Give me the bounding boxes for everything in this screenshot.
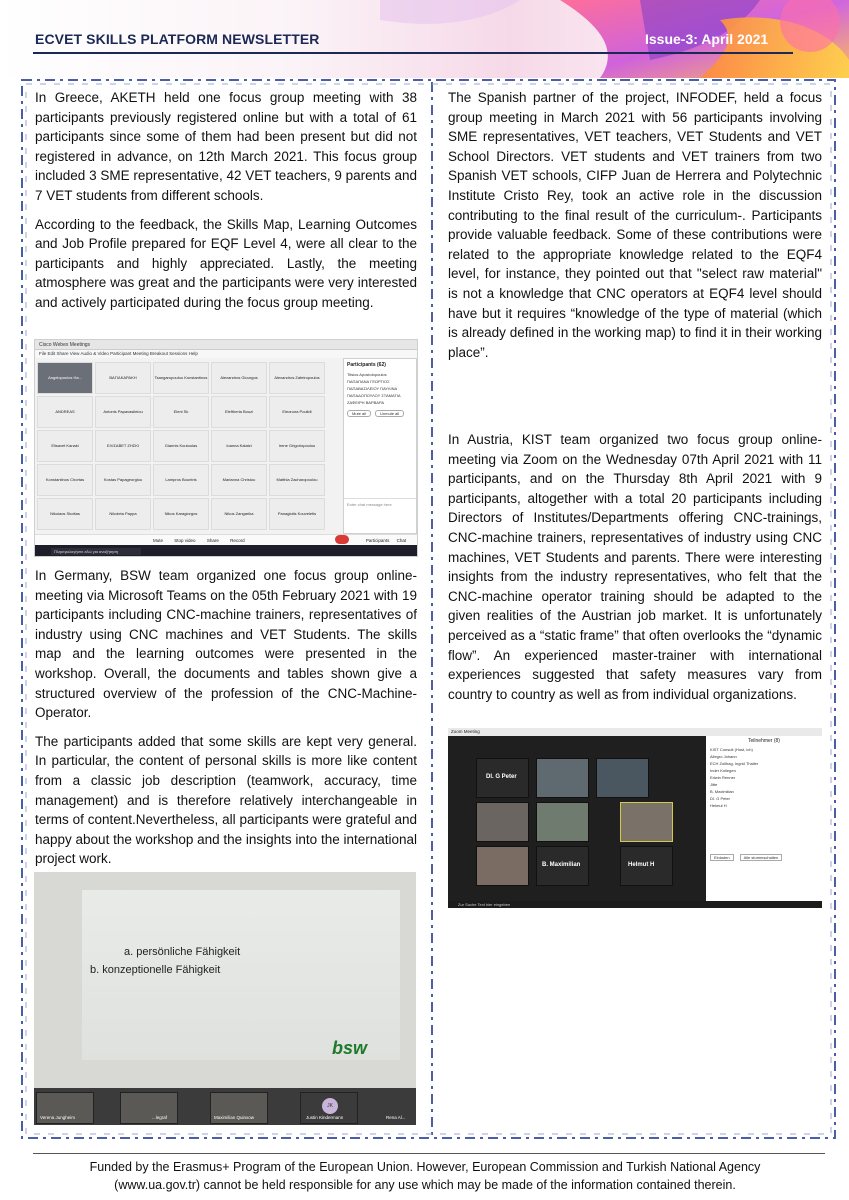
webex-mute-all: Mute all	[347, 410, 371, 417]
webex-mute: Mute	[153, 538, 164, 543]
zoom-panel-row: Helmut H	[710, 803, 727, 808]
webex-video-grid	[37, 362, 337, 534]
webex-participants-btn: Participants	[365, 538, 390, 543]
zoom-panel-row: Edwin Renner	[710, 775, 736, 780]
webex-menu-bar: File Edit Share View Audio & Video Participant Meeting Breakout Sessions Help	[35, 350, 418, 358]
zoom-tile	[620, 802, 673, 842]
webex-panel-row: ΖΑΦΕΙΡΗ ΒΑΡΒΑΡΑ	[347, 400, 385, 405]
webex-meeting-screenshot	[34, 339, 418, 557]
webex-stop-video: Stop video	[174, 538, 196, 543]
zoom-tile-name: Helmut H	[628, 862, 655, 868]
webex-tile: Tsangaropoulou Konstantinos	[153, 362, 209, 394]
germany-feedback-paragraph: The participants added that some skills are kept very general. In particular, the content of personal skills is more like content from a classic job description (teamwork, accuracy, time management) and is therefore relatively interchangeable in terms of content.Nevertheless, all participants were grateful and happy about the workshop and the insights into the international project work.	[35, 733, 418, 867]
webex-tile: Giannis Koutoulas	[153, 430, 209, 462]
teams-camera	[120, 1092, 178, 1124]
teams-participant-name: Verena Jungheim	[40, 1115, 76, 1120]
zoom-mute-all: Alle stummschalten	[740, 854, 783, 861]
teams-participant-name: Justin Kindermann	[306, 1115, 344, 1120]
webex-tile: Matthia Zacharopoulou	[269, 464, 325, 496]
germany-paragraph: In Germany, BSW team organized one focus group online-meeting via Microsoft Teams on the 05th February 2021 with 19 participants including CNC-machine trainers, representatives of industry using CNC machines and VET Students. The skills map and the learning outcomes were presented in the workshop. Overall, the documents and tables shown give a structured overview of the profession of the CNC-Machine-Operator.	[35, 568, 417, 721]
zoom-tile	[476, 802, 529, 842]
header-rule	[33, 52, 793, 54]
zoom-invite: Einladen	[710, 854, 734, 861]
webex-tile: Nikolaos Skottas	[37, 498, 93, 530]
teams-participant-name: Maximilian Quinxow	[214, 1115, 255, 1120]
webex-tile: Marianna Christou	[211, 464, 267, 496]
left-column-top	[35, 88, 417, 322]
footer-line-1: Funded by the Erasmus+ Program of the European Union. However, European Commission and Turkish National Agency	[89, 1160, 761, 1174]
taskbar-search: Zur Suche Text hier eingeben	[458, 902, 511, 907]
footer-line-2: (www.ua.gov.tr) cannot be held responsible for any use which may be made of the information contained therein.	[114, 1178, 736, 1192]
webex-chat-input: Enter chat message here	[344, 498, 416, 508]
webex-panel-row: ΠΑΠΑΠΑΝΑ ΓΕΩΡΓΙΟΣ	[347, 379, 390, 384]
issue-label: Issue-3: April 2021	[645, 31, 769, 47]
right-column-middle	[448, 430, 822, 713]
footer-rule	[33, 1153, 825, 1154]
webex-panel-row: ΠΑΠΑΔΟΠΟΥΛΟΥ ΣΤΑΜΑΤΙΑ	[347, 393, 401, 398]
greece-feedback-paragraph: According to the feedback, the Skills Map, Learning Outcomes and Job Profile prepared for EQF Level 4, were all clear to the participants and highly appreciated. Lastly, the meeting atmosphere was great and the participants were very interested and actively participated during the focus group meeting.	[35, 216, 417, 310]
austria-paragraph: In Austria, KIST team organized two focus group online-meeting via Zoom on the Wednesday 07th April 2021 with 11 participants, and on the Thursday 8th April 2021 with 9 participants, altogether with a total 20 participants including Directors of Institutes/Departments offering CNC-trainings, CNC-machine trainers, representatives of industry using CNC machines, VET Students and parents. There were interesting insights from the industry representatives, who felt that the CNC-machine operator training should be adapted to the given realities of the Austrian job market. It is unfortunately perceived as a “static frame” that often overlooks the “dynamic flow”. An experienced master-trainer with international experiences suggested that safety measures vary from country to country as well as from individual organizations.	[448, 432, 822, 702]
taskbar-search: Πληκτρολογήστε εδώ για αναζήτηση	[51, 548, 141, 555]
newsletter-title: ECVET SKILLS PLATFORM NEWSLETTER	[35, 31, 320, 47]
teams-participant-name: Rena Al...	[386, 1115, 406, 1120]
teams-participant-name: ...legraf	[152, 1115, 168, 1120]
webex-tile: Nikos Karagiorgos	[153, 498, 209, 530]
webex-tile: ANDREAS	[37, 396, 93, 428]
webex-tile: Lampros Bountris	[153, 464, 209, 496]
webex-unmute-all: Unmute all	[375, 410, 404, 417]
webex-tile: Antonis Papavasileiou	[95, 396, 151, 428]
webex-panel-buttons	[344, 409, 416, 418]
zoom-tile	[476, 846, 529, 886]
spain-paragraph: The Spanish partner of the project, INFODEF, held a focus group meeting in March 2021 with 56 participants involving SME representatives, VET teachers, VET Students and VET School Directors. VET students and VET trainers from two Spanish VET schools, CIFP Juan de Herrera and Polytechnic Institute Cristo Rey, took an active role in the discussion contributing to the final result of the curriculum-. Participants provide valuable feedback. Some of these contributions were related to the appropriate knowledge related to the EQF4 level, for instance, they pointed out that "select raw material" is not a knowledge that CNC operators at EQF4 level should have but it requires “knowledge of the type of material (which is already defined in the working map) to find it in their working place”.	[448, 90, 822, 360]
webex-tile: Panagiotis Kouveletis	[269, 498, 325, 530]
zoom-panel-row: DI. G Peter	[710, 796, 731, 801]
zoom-panel-row: Inder Kollegen	[710, 768, 736, 773]
zoom-title-bar: Zoom Meeting	[448, 728, 822, 736]
webex-tile: Eleonora Poulidi	[269, 396, 325, 428]
zoom-tile	[536, 802, 589, 842]
zoom-tile	[596, 758, 649, 798]
webex-tile: ΕΛΙΣΑΒΕΤ ΖΗΣΚΙ	[95, 430, 151, 462]
zoom-panel-row: B. Maximilian	[710, 789, 734, 794]
zoom-panel-row: Jitte	[710, 782, 718, 787]
webex-tile: Eleftheria Bouzi	[211, 396, 267, 428]
zoom-tile	[536, 758, 589, 798]
zoom-tile-name: B. Maximilian	[542, 862, 581, 868]
bsw-logo: bsw	[332, 1038, 368, 1058]
slide-line-b: b. konzeptionelle Fähigkeit	[90, 964, 221, 976]
webex-tile: Alexandros Giourgos	[211, 362, 267, 394]
webex-record: Record	[230, 538, 245, 543]
zoom-meeting-screenshot	[448, 728, 822, 908]
slide-line-a: a. persönliche Fähigkeit	[124, 946, 241, 958]
footer-disclaimer	[40, 1158, 810, 1194]
webex-tile: Alexandros Zafeiropoulos	[269, 362, 325, 394]
left-column-middle	[35, 566, 417, 878]
zoom-panel-buttons	[706, 853, 822, 862]
windows-taskbar	[35, 545, 418, 557]
greece-paragraph: In Greece, AKETH held one focus group meeting with 38 participants previously registered online but with a total of 61 participants since some of them had been present but did not registered in advance, on 12th March 2021. This focus group included 3 SME representative, 42 VET teachers, 9 parents and 7 VET students from different schools.	[35, 90, 417, 203]
webex-participants-panel	[343, 358, 417, 534]
webex-tile: Konstantinos Chortas	[37, 464, 93, 496]
webex-share: Share	[206, 538, 219, 543]
webex-leave-icon	[335, 535, 349, 544]
zoom-panel-row: ECH Zollhag, Ingrid Thaller	[710, 761, 759, 766]
webex-panel-title: Participants (62)	[347, 362, 386, 368]
windows-taskbar	[448, 901, 822, 908]
webex-tile: Kostas Papageorgiou	[95, 464, 151, 496]
zoom-panel-row: Allegro Johann	[710, 754, 737, 759]
webex-panel-row: Titsios Apostolopoulos	[347, 372, 387, 377]
webex-tile: Eleni Sk	[153, 396, 209, 428]
webex-controls	[35, 534, 418, 545]
zoom-participants-panel	[706, 736, 822, 901]
zoom-panel-title: Teilnehmer (8)	[748, 738, 780, 744]
right-column-top	[448, 88, 822, 371]
zoom-panel-row: KIST Consult (Host, ich)	[710, 747, 753, 752]
avatar: JK	[322, 1098, 338, 1114]
teams-meeting-screenshot	[34, 872, 416, 1125]
zoom-tile-name: DI. G Peter	[486, 774, 517, 780]
webex-tile: Nikos Zangarika	[211, 498, 267, 530]
webex-panel-row: ΠΑΠΑΒΑΣΙΛΕΙΟΥ ΠΑΥΛΙΝΑ	[347, 386, 398, 391]
webex-title-bar: Cisco Webex Meetings	[35, 340, 418, 350]
webex-tile: ΒΑΓΙΑΚΑΡΑΚΗ	[95, 362, 151, 394]
webex-chat-btn: Chat	[396, 538, 407, 543]
webex-tile: Nikoleta Pappa	[95, 498, 151, 530]
webex-tile: Irene Grigoriopoulou	[269, 430, 325, 462]
webex-tile: Angelopoulos Ha...	[37, 362, 93, 394]
webex-tile: Ioanna Kalatzi	[211, 430, 267, 462]
webex-tile: Elisavet Kanaki	[37, 430, 93, 462]
